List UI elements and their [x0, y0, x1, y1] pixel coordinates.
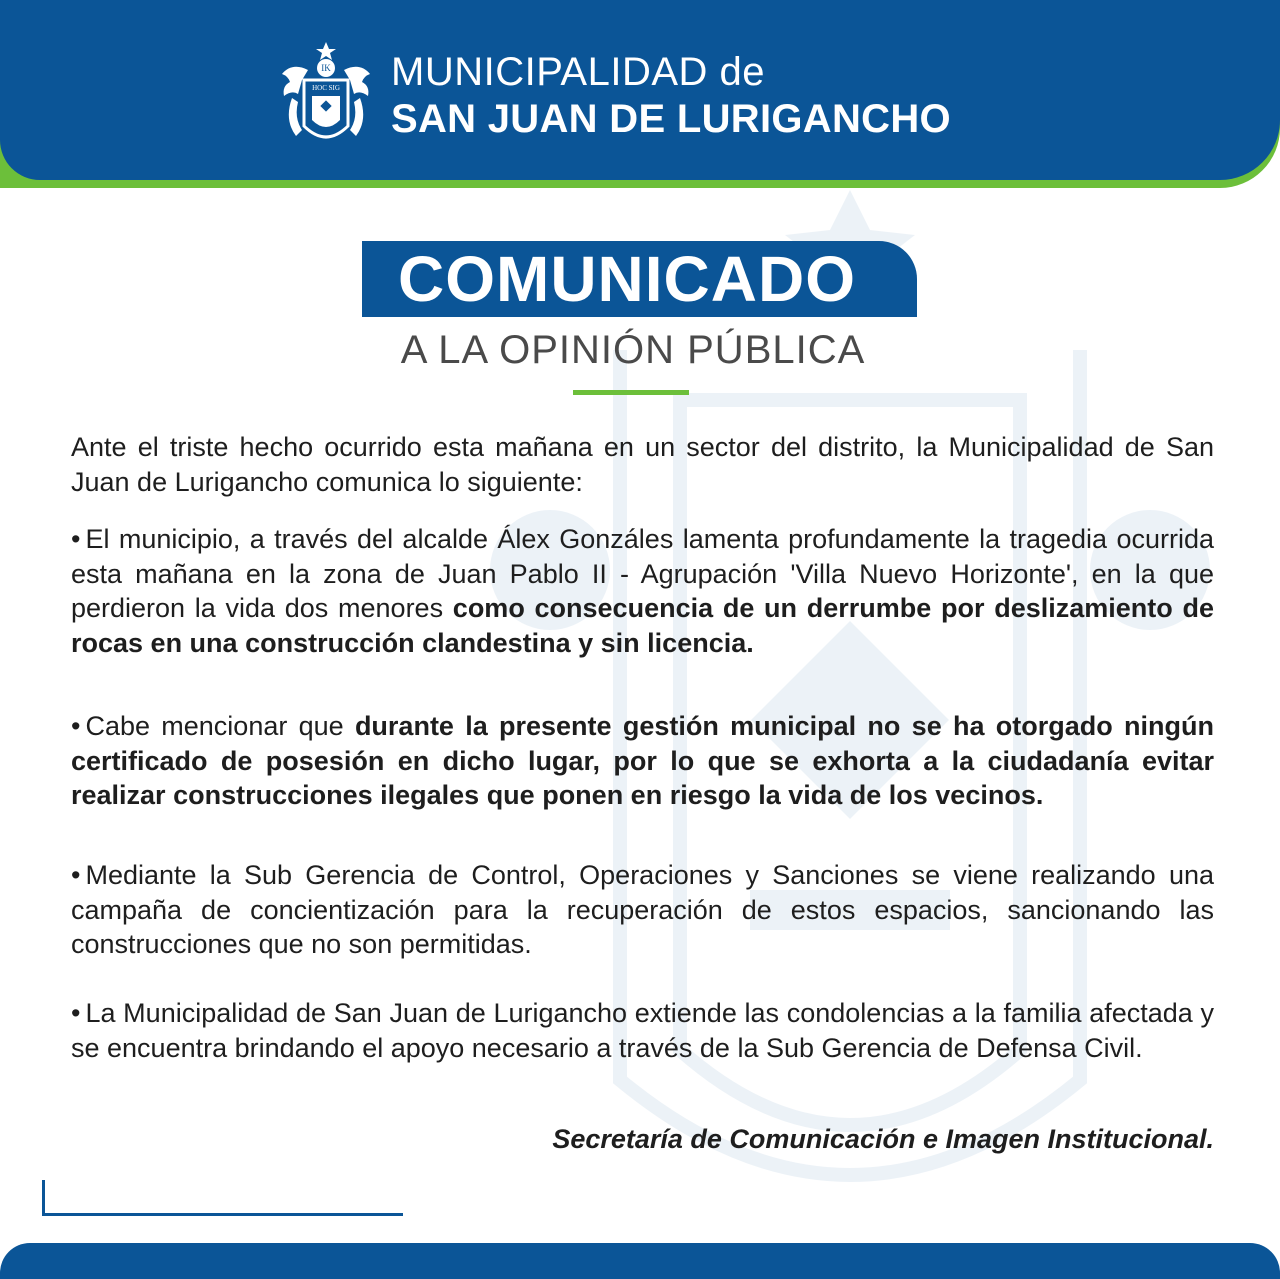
bullet-paragraph-4 — [71, 996, 1214, 1065]
page-subtitle: A LA OPINIÓN PÚBLICA — [400, 328, 866, 372]
bullet-marker: • — [71, 711, 81, 741]
bullet-2-emphasis: durante la presente gestión municipal no se ha otorgado ningún certificado de posesión en dicho lugar, por lo que se exhorta a la ciudadanía evitar realizar construcciones ilegales que ponen en riesgo la vida de los vecinos. — [71, 711, 1214, 810]
bullet-1-text: El municipio, a través del alcalde Álex Gonzáles lamenta profundamente la tragedia ocurrida esta mañana en la zona de Juan Pablo II - Agrupación 'Villa Nuevo Horizonte', en la que perdieron la vida dos menores — [71, 524, 1214, 623]
bullet-3-text: Mediante la Sub Gerencia de Control, Operaciones y Sanciones se viene realizando una campaña de concientización para la recuperación de estos espacios, sancionando las construcciones que no son permitidas. — [71, 860, 1214, 959]
svg-text:HOC SIG: HOC SIG — [312, 84, 340, 92]
footer-bar — [0, 1243, 1280, 1279]
title-banner — [362, 241, 917, 317]
bullet-1-emphasis: como consecuencia de un derrumbe por deslizamiento de rocas en una construcción clandestina y sin licencia. — [71, 593, 1214, 658]
intro-paragraph: Ante el triste hecho ocurrido esta mañana en un sector del distrito, la Municipalidad de San Juan de Lurigancho comunica lo siguiente: — [71, 432, 1214, 497]
org-name-line2: SAN JUAN DE LURIGANCHO — [391, 97, 951, 141]
bullet-2-text: Cabe mencionar que — [85, 711, 355, 741]
bullet-marker: • — [71, 860, 81, 890]
municipal-crest-icon — [278, 40, 374, 152]
bullet-marker: • — [71, 524, 81, 554]
org-name-line1: MUNICIPALIDAD de — [391, 50, 766, 94]
signature: Secretaría de Comunicación e Imagen Institucional. — [552, 1124, 1214, 1154]
bullet-paragraph-2 — [71, 709, 1214, 813]
corner-bracket-decoration — [42, 1180, 403, 1216]
bullet-marker: • — [71, 998, 81, 1028]
bullet-paragraph-1 — [71, 522, 1214, 660]
header-banner — [0, 0, 1280, 180]
page-title: COMUNICADO — [398, 243, 856, 315]
title-divider — [573, 390, 689, 395]
bullet-paragraph-3 — [71, 858, 1214, 962]
bullet-4-text: La Municipalidad de San Juan de Lurigancho extiende las condolencias a la familia afectada y se encuentra brindando el apoyo necesario a través de la Sub Gerencia de Defensa Civil. — [71, 998, 1214, 1063]
svg-text:IK: IK — [321, 63, 331, 73]
